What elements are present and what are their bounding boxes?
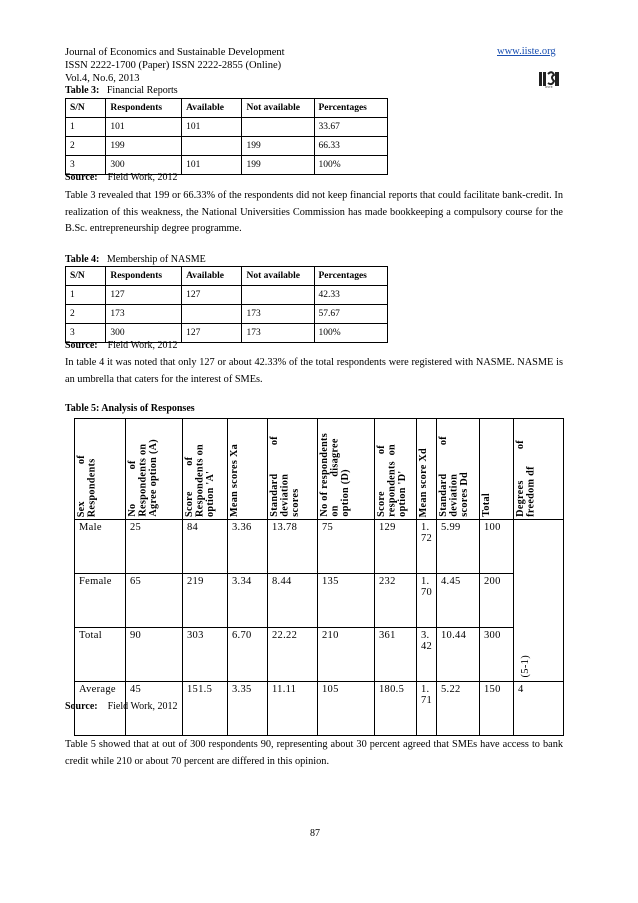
table-cell: 4.45	[437, 574, 480, 628]
table-cell: Total	[75, 628, 126, 682]
table-cell: 150	[480, 682, 514, 736]
table-cell: 173	[242, 305, 314, 324]
table-header-row	[66, 267, 388, 286]
header-cell: Score of Respondents on option 'A'	[183, 419, 228, 520]
header-cell: Standard of deviation scores	[268, 419, 318, 520]
table-cell: 101	[182, 118, 242, 137]
table-cell: 173	[242, 324, 314, 343]
table-cell: 1.72	[417, 520, 437, 574]
page-number: 87	[310, 828, 320, 839]
header-cell: Available	[182, 267, 242, 286]
table-row	[66, 286, 388, 305]
table3-source: Source: Field Work, 2012	[65, 172, 178, 183]
table-cell: 129	[375, 520, 417, 574]
iiste-logo-icon	[538, 69, 560, 89]
header-cell: Percentages	[314, 99, 388, 118]
header-cell: Total	[480, 419, 514, 520]
header-cell: S/N	[66, 267, 106, 286]
table-cell: 5.22	[437, 682, 480, 736]
table-cell: 66.33	[314, 137, 388, 156]
table-cell: 101	[106, 118, 182, 137]
table4	[65, 266, 388, 343]
table-cell: 173	[106, 305, 182, 324]
table4-source: Source: Field Work, 2012	[65, 340, 178, 351]
table3-caption: Table 3: Financial Reports	[65, 85, 178, 96]
header-cell: Available	[182, 99, 242, 118]
table-cell	[242, 286, 314, 305]
table-cell	[182, 305, 242, 324]
table-cell: 100%	[314, 324, 388, 343]
header-cell: Not available	[242, 267, 314, 286]
header-cell: Sex of Respondents	[75, 419, 126, 520]
table-cell: 10.44	[437, 628, 480, 682]
table-cell: 90	[126, 628, 183, 682]
table-cell: 232	[375, 574, 417, 628]
header-cell: Score of respondents on option 'D'	[375, 419, 417, 520]
table-cell: 361	[375, 628, 417, 682]
table-cell: 75	[318, 520, 375, 574]
table-cell: 45	[126, 682, 183, 736]
table-cell: 219	[183, 574, 228, 628]
table-cell: 3.34	[228, 574, 268, 628]
table-cell: 105	[318, 682, 375, 736]
table-cell: 1.71	[417, 682, 437, 736]
df-formula: (5-1)	[520, 654, 531, 677]
table-cell: 8.44	[268, 574, 318, 628]
df-merged-cell	[514, 520, 564, 682]
table-cell: 210	[318, 628, 375, 682]
table-cell: 33.67	[314, 118, 388, 137]
table4-caption: Table 4: Membership of NASME	[65, 254, 206, 265]
table-cell: 200	[480, 574, 514, 628]
header-cell: Respondents	[106, 99, 182, 118]
table-cell: 127	[182, 324, 242, 343]
header-cell: Respondents	[106, 267, 182, 286]
table-cell: 57.67	[314, 305, 388, 324]
table5-caption: Table 5: Analysis of Responses	[65, 403, 195, 414]
table-cell: 3.35	[228, 682, 268, 736]
paragraph-2: In table 4 it was noted that only 127 or about 42.33% of the total respondents were registered with NASME. NASME is an umbrella that caters for the interest of SMEs.	[65, 357, 563, 385]
table-cell: 3.42	[417, 628, 437, 682]
table-header-row	[75, 419, 564, 520]
header-cell: No of respondents on disagree option (D)	[318, 419, 375, 520]
table-cell: 1.70	[417, 574, 437, 628]
table-cell: 5.99	[437, 520, 480, 574]
header-cell: No of Respondents on Agree option (A)	[126, 419, 183, 520]
header-cell: Mean score Xd	[417, 419, 437, 520]
header-cell: S/N	[66, 99, 106, 118]
table-cell: Male	[75, 520, 126, 574]
table-cell: Average	[75, 682, 126, 736]
paragraph-1: Table 3 revealed that 199 or 66.33% of the respondents did not keep financial reports that could facilitate bank-credit. In realization of this weakness, the National Universities Commission has made bookkeeping a compulsory course for the B.Sc. entrepreneurship degree programme.	[65, 190, 563, 234]
table-cell: 199	[106, 137, 182, 156]
header-cell: Standard of deviation scores Dd	[437, 419, 480, 520]
table-cell: 11.11	[268, 682, 318, 736]
table-cell: 25	[126, 520, 183, 574]
table5-source: Source: Field Work, 2012	[65, 701, 178, 712]
table-row	[75, 628, 564, 682]
table-cell: 100	[480, 520, 514, 574]
header-cell: Mean scores Xa	[228, 419, 268, 520]
table-cell: 6.70	[228, 628, 268, 682]
journal-title: Journal of Economics and Sustainable Development	[65, 47, 285, 58]
issn-line: ISSN 2222-1700 (Paper) ISSN 2222-2855 (Online)	[65, 60, 282, 71]
table-cell: 84	[183, 520, 228, 574]
table-cell: 300	[106, 156, 182, 175]
table-cell: 4	[514, 682, 564, 736]
table-cell: 22.22	[268, 628, 318, 682]
table-cell: 135	[318, 574, 375, 628]
table-cell: 65	[126, 574, 183, 628]
table-cell: 151.5	[183, 682, 228, 736]
table-row	[66, 137, 388, 156]
table-cell: 100%	[314, 156, 388, 175]
table-cell: 300	[480, 628, 514, 682]
table-cell: 3	[66, 156, 106, 175]
paragraph-3: Table 5 showed that at out of 300 respondents 90, representing about 30 percent agreed that SMEs have access to bank credit while 210 or about 70 percent are differed in this opinion.	[65, 739, 563, 767]
table-header-row	[66, 99, 388, 118]
svg-text:IISTE: IISTE	[545, 85, 553, 89]
table-cell: 300	[106, 324, 182, 343]
table-cell: 180.5	[375, 682, 417, 736]
table-cell: 42.33	[314, 286, 388, 305]
table-row	[66, 305, 388, 324]
table-cell: 199	[242, 156, 314, 175]
table-cell: 2	[66, 137, 106, 156]
volume-line: Vol.4, No.6, 2013	[65, 73, 140, 84]
journal-url-link[interactable]: www.iiste.org	[497, 46, 556, 57]
table-cell: 2	[66, 305, 106, 324]
table-cell: 3.36	[228, 520, 268, 574]
header-cell: Percentages	[314, 267, 388, 286]
table-cell: 3	[66, 324, 106, 343]
table3	[65, 98, 388, 175]
table-cell: 1	[66, 118, 106, 137]
table-cell: 303	[183, 628, 228, 682]
table-cell: 101	[182, 156, 242, 175]
table-row	[75, 520, 564, 574]
table-cell	[242, 118, 314, 137]
table-cell: 127	[106, 286, 182, 305]
table-row	[75, 574, 564, 628]
table-cell: 1	[66, 286, 106, 305]
table-cell	[182, 137, 242, 156]
table5	[74, 418, 564, 736]
header-cell: Degrees of freedom df	[514, 419, 564, 520]
table-cell: 127	[182, 286, 242, 305]
header-cell: Not available	[242, 99, 314, 118]
table-cell: 13.78	[268, 520, 318, 574]
table-cell: 199	[242, 137, 314, 156]
table-row	[66, 118, 388, 137]
table-cell: Female	[75, 574, 126, 628]
